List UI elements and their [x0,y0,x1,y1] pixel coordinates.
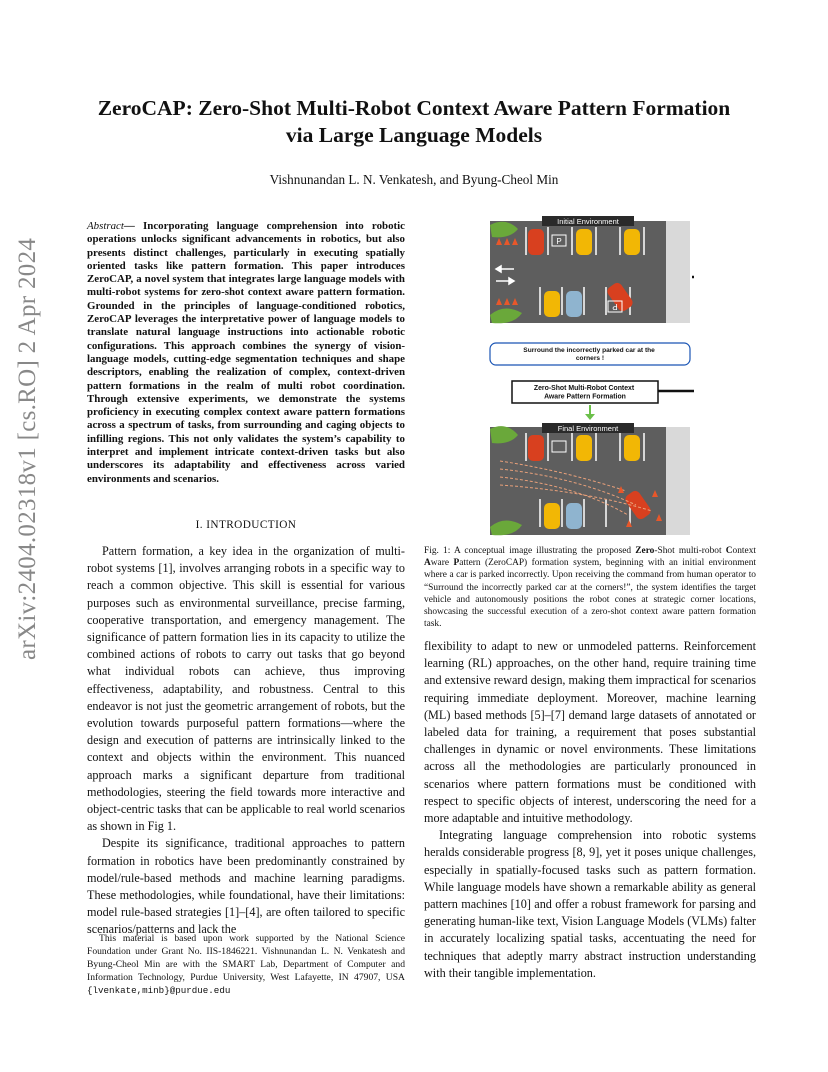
green-arrow-icon [585,414,595,420]
figure-1 [486,215,694,545]
abstract [87,220,405,486]
right-paragraph-2: Integrating language comprehension into robotic systems heralds considerable progress [8, 9], yet it poses unique challenges, especially in spatially-focused tasks such as pattern formation. While language models have shown a remarkable ability as general pattern machines [10] and offer a robust framework for parsing and generating human-like text, Vision Language Models (VLMs) falter in accurately localizing spatial tasks, accentuating the need for techniques that adeptly marry abstract instruction understanding with their tangible implementation. [424,828,756,980]
caption-bold-zero: Zero [635,546,655,556]
left-column-body [87,543,405,939]
right-paragraph-1: flexibility to adapt to new or unmodeled patterns. Reinforcement learning (RL) approaches, on the other hand, require training time and extensive reward design, making them impractical for scenarios requiring immediate deployment. Moreover, machine learning (ML) based methods [5]–[7] demand large datasets of annotated or labeled data for training, a requirement that poses substantial challenges in dynamic or novel environments. These limitations across all the methodologies are particularly pronounced in scenarios where pattern formations must be conditioned with respect to specific objects of interest, underscoring the need for a more adaptable and intuitive methodology. [424,639,756,826]
authors: Vishnunandan L. N. Venkatesh, and Byung-Cheol Min [269,172,559,187]
title-line-1: ZeroCAP: Zero-Shot Multi-Robot Context Aware Pattern Formation [97,96,731,120]
car-yellow-top-2 [624,229,640,255]
parking-sign-top-letter: P [556,237,562,246]
final-curb [666,427,690,535]
final-car-yellow-top-1 [576,435,592,461]
abstract-label: Abstract [87,220,124,232]
system-box-label: Zero-Shot Multi-Robot Context Aware Pattern Formation [533,385,635,401]
intro-paragraph-1: Pattern formation, a key idea in the organization of multi-robot systems [1], involves arranging robots in a specific way to reach a common objective. This skill is essential for various purposes such as environmental surveillance, precise farming, cooperative transportation, and emergency management. The significance of pattern formation lies in its capacity to utilize the combined actions of robots to carry out tasks that go beyond what individual robots can achieve, thus improving effectiveness, adaptability, and robustness. Central to this endeavor is not just the geometric arrangement of robots, but the evolution towards purposeful pattern formations—where the design and execution of patterns are intrinsically linked to the context and objects within the environment. This nuanced approach marks a significant departure from traditional methodologies, steering the field towards more interactive and object-centric tasks that can be applicable to real world scenarios as shown in Fig 1. [87,544,405,834]
car-blue-bottom [566,291,582,317]
abstract-text: — Incorporating language comprehension into robotic operations unlocks significant advancements in robotics, but also presents distinct challenges, particularly in executing spatially oriented tasks like pattern formation. This paper introduces ZeroCAP, a novel system that integrates large language models with multi-robot systems for zero-shot context aware pattern formation. Grounded in the principles of language-conditioned robotics, ZeroCAP leverages the interpretative power of language models to translate natural language instructions into actionable robotic configurations. This approach combines the synergy of vision-language models, cutting-edge segmentation techniques and shape descriptors, enabling the realization of complex, context-driven pattern formations in the realm of multi robot coordination. Through extensive experiments, we demonstrate the systems proficiency in executing complex context aware pattern formations across a spectrum of tasks, from surrounding and caging objects to infilling regions. This not only validates the system’s capability to interpret and implement intricate context-driven tasks but also underscores its adaptability and effectiveness across varied environments and scenarios. [87,220,405,485]
section-heading: I. INTRODUCTION [195,519,297,531]
footnote [87,932,405,997]
final-car-yellow-bottom [544,503,560,529]
right-column-body [424,638,756,982]
arxiv-stamp: arXiv:2404.02318v1 [cs.RO] 2 Apr 2024 [14,237,41,660]
parking-sign-bottom-letter: P [612,302,618,311]
figure-caption [424,545,756,630]
title-line-2: via Large Language Models [285,123,543,147]
paper-title [60,95,768,149]
caption-rest: attern (ZeroCAP) formation system, beginning with an initial environment where a car is parked incorrectly. Upon receiving the command from human operator to “Surround the incorrectly parked car at the corners!”, the system identifies the target vehicle and autonomously positions the robot cones at strategic corner locations, showcasing the successful execution of a zero-shot context aware pattern formation task. [424,558,757,630]
initial-label: Initial Environment [557,217,619,226]
caption-bold-p: P [453,558,460,569]
final-car-blue-bottom [566,503,582,529]
car-yellow-top-1 [576,229,592,255]
caption-prefix: Fig. 1: A conceptual image illustrating the proposed [424,546,636,556]
footnote-email: {lvenkate,minb}@purdue.edu [87,985,231,996]
car-yellow-bottom [544,291,560,317]
final-label: Final Environment [557,424,619,433]
car-red-top [528,229,544,255]
final-car-red-top [528,435,544,461]
intro-paragraph-2: Despite its significance, traditional approaches to pattern formation in robotics have been predominantly constrained by model/rule-based methods and machine learning paradigms. These methodologies, while foundational, have their limitations: model rule-based strategies [1]–[4], are often tailored to specific scenarios/patterns and lack the [87,836,405,937]
final-car-yellow-top-2 [624,435,640,461]
caption-context: ontext [732,546,756,556]
caption-bold-c: C [725,546,733,556]
caption-shot: -Shot multi-robot [654,546,726,556]
caption-bold-a: A [424,558,431,569]
command-text: Surround the incorrectly parked car at the corners ! [523,347,655,362]
caption-aware: ware [430,558,454,569]
footnote-text: This material is based upon work supported by the National Science Foundation under Grant No. IIS-1846221. Vishnunandan L. N. Venkatesh and Byung-Cheol Min are with the SMART Lab, Department of Computer and Information Technology, Purdue University, West Lafayette, IN 47907, USA [87,933,405,983]
initial-curb [666,221,690,323]
